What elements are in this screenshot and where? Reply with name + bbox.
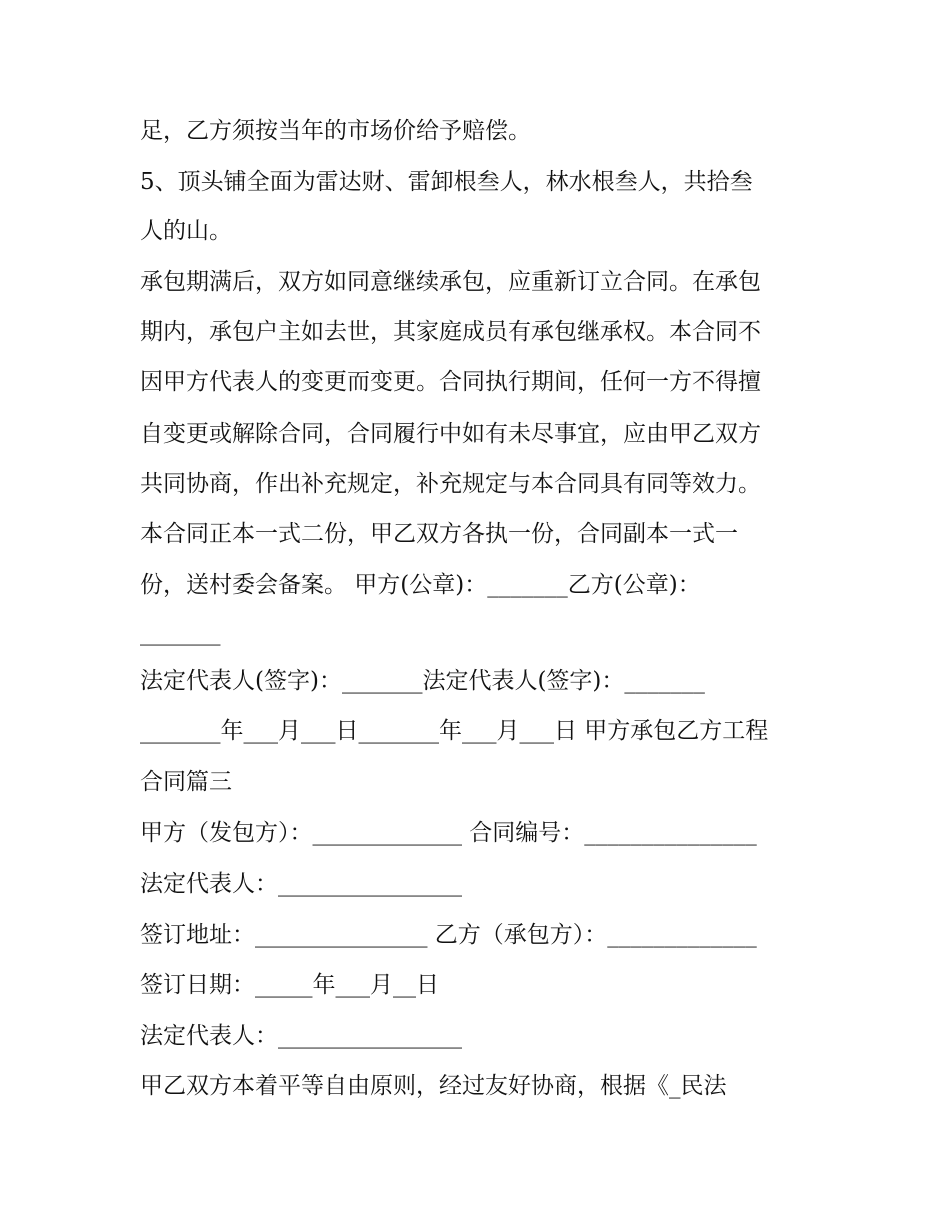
text-line: 法定代表人：________________ bbox=[140, 871, 462, 897]
text-line: 签订日期：_____年___月__日 bbox=[140, 972, 439, 998]
text-line: 法定代表人：________________ bbox=[140, 1023, 462, 1049]
text-line: 甲乙双方本着平等自由原则，经过友好协商，根据《_民法 bbox=[140, 1073, 727, 1099]
text-line: _______ bbox=[140, 620, 221, 646]
text-line: 人的山。 bbox=[140, 218, 232, 244]
text-line: _______年___月___日_______年___月___日 甲方承包乙方工程 bbox=[140, 718, 769, 744]
text-line: 5、顶头铺全面为雷达财、雷卸根叁人，林水根叁人，共拾叁 bbox=[140, 169, 753, 195]
section-heading: 合同篇三 bbox=[140, 769, 232, 795]
text-line: 甲方（发包方）：_____________ 合同编号：_______________ bbox=[140, 820, 757, 846]
text-line: 份，送村委会备案。 甲方(公章)：_______乙方(公章)： bbox=[140, 572, 701, 598]
text-line: 足，乙方须按当年的市场价给予赔偿。 bbox=[140, 118, 531, 144]
text-line: 承包期满后，双方如同意继续承包，应重新订立合同。在承包 bbox=[140, 269, 761, 295]
text-line: 期内，承包户主如去世，其家庭成员有承包继承权。本合同不 bbox=[140, 319, 761, 345]
text-line: 因甲方代表人的变更而变更。合同执行期间，任何一方不得擅 bbox=[140, 369, 761, 395]
text-line: 共同协商，作出补充规定，补充规定与本合同具有同等效力。 bbox=[140, 471, 761, 497]
text-line: 签订地址：_______________ 乙方（承包方）：_____________ bbox=[140, 922, 757, 948]
text-line: 自变更或解除合同，合同履行中如有未尽事宜，应由甲乙双方 bbox=[140, 421, 761, 447]
text-line: 本合同正本一式二份，甲乙双方各执一份，合同副本一式一 bbox=[140, 521, 738, 547]
text-line: 法定代表人(签字)：_______法定代表人(签字)：_______ bbox=[140, 668, 705, 694]
